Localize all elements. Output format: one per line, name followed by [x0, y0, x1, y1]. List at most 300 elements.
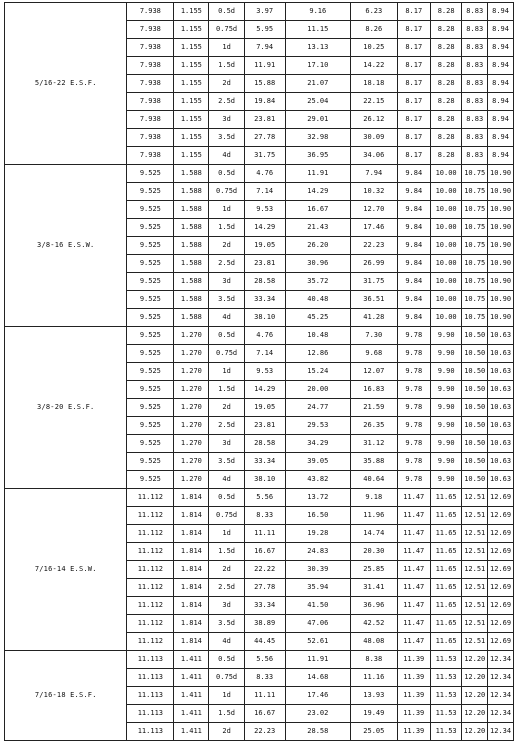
table-cell: 11.112 — [127, 543, 174, 561]
table-cell: 1.588 — [174, 291, 209, 309]
table-cell: 11.16 — [351, 669, 398, 687]
table-cell: 13.72 — [285, 489, 350, 507]
table-cell: 10.90 — [488, 219, 514, 237]
table-cell: 5.56 — [244, 489, 285, 507]
table-cell: 34.29 — [285, 435, 350, 453]
table-cell: 1.5d — [209, 219, 244, 237]
table-cell: 9.90 — [430, 435, 461, 453]
table-cell: 28.58 — [285, 723, 350, 741]
table-cell: 1.270 — [174, 435, 209, 453]
table-cell: 8.17 — [397, 129, 430, 147]
table-cell: 12.20 — [462, 723, 488, 741]
table-cell: 16.83 — [351, 381, 398, 399]
table-cell: 28.58 — [244, 273, 285, 291]
table-cell: 21.59 — [351, 399, 398, 417]
table-cell: 1.5d — [209, 705, 244, 723]
table-cell: 23.81 — [244, 111, 285, 129]
table-cell: 9.78 — [397, 399, 430, 417]
table-cell: 41.50 — [285, 597, 350, 615]
table-cell: 9.84 — [397, 273, 430, 291]
table-cell: 12.20 — [462, 687, 488, 705]
table-row — [5, 165, 514, 183]
table-cell: 9.90 — [430, 345, 461, 363]
table-cell: 1d — [209, 201, 244, 219]
table-cell: 21.43 — [285, 219, 350, 237]
table-cell: 7.30 — [351, 327, 398, 345]
table-cell: 0.5d — [209, 327, 244, 345]
table-cell: 8.28 — [430, 75, 461, 93]
table-cell: 1.814 — [174, 615, 209, 633]
table-cell: 16.50 — [285, 507, 350, 525]
table-cell: 10.75 — [462, 201, 488, 219]
table-cell: 8.83 — [462, 93, 488, 111]
table-cell: 2.5d — [209, 93, 244, 111]
table-cell: 9.18 — [351, 489, 398, 507]
table-cell: 16.67 — [285, 201, 350, 219]
table-cell: 14.29 — [285, 183, 350, 201]
table-cell: 27.78 — [244, 579, 285, 597]
table-cell: 9.84 — [397, 219, 430, 237]
table-cell: 39.05 — [285, 453, 350, 471]
table-cell: 10.90 — [488, 309, 514, 327]
table-cell: 12.69 — [488, 525, 514, 543]
table-cell: 12.69 — [488, 489, 514, 507]
table-cell: 11.65 — [430, 525, 461, 543]
table-cell: 20.00 — [285, 381, 350, 399]
table-cell: 3.5d — [209, 291, 244, 309]
thread-designation-cell: 5/16-22 E.S.F. — [5, 3, 127, 165]
table-cell: 10.63 — [488, 399, 514, 417]
table-cell: 8.83 — [462, 21, 488, 39]
table-cell: 9.84 — [397, 201, 430, 219]
table-cell: 1.588 — [174, 273, 209, 291]
table-cell: 4d — [209, 147, 244, 165]
table-cell: 10.50 — [462, 435, 488, 453]
table-cell: 44.45 — [244, 633, 285, 651]
table-cell: 12.51 — [462, 579, 488, 597]
table-cell: 7.94 — [351, 165, 398, 183]
table-cell: 21.07 — [285, 75, 350, 93]
table-cell: 9.78 — [397, 363, 430, 381]
table-cell: 8.17 — [397, 21, 430, 39]
table-cell: 10.00 — [430, 219, 461, 237]
table-cell: 10.48 — [285, 327, 350, 345]
table-cell: 10.00 — [430, 201, 461, 219]
thread-designation-cell: 7/16-14 E.S.W. — [5, 489, 127, 651]
table-cell: 16.67 — [244, 705, 285, 723]
table-cell: 1.155 — [174, 3, 209, 21]
table-row — [5, 327, 514, 345]
table-cell: 8.94 — [488, 39, 514, 57]
table-cell: 25.85 — [351, 561, 398, 579]
table-cell: 40.48 — [285, 291, 350, 309]
table-cell: 31.41 — [351, 579, 398, 597]
table-cell: 12.69 — [488, 633, 514, 651]
table-cell: 12.69 — [488, 561, 514, 579]
table-cell: 36.96 — [351, 597, 398, 615]
table-cell: 9.90 — [430, 417, 461, 435]
table-cell: 10.50 — [462, 417, 488, 435]
table-cell: 9.90 — [430, 399, 461, 417]
table-cell: 38.10 — [244, 471, 285, 489]
table-cell: 12.69 — [488, 507, 514, 525]
table-cell: 11.53 — [430, 669, 461, 687]
table-cell: 1.411 — [174, 669, 209, 687]
table-cell: 17.10 — [285, 57, 350, 75]
table-cell: 11.53 — [430, 687, 461, 705]
table-cell: 11.65 — [430, 489, 461, 507]
table-cell: 10.75 — [462, 309, 488, 327]
table-cell: 11.113 — [127, 687, 174, 705]
table-cell: 11.65 — [430, 633, 461, 651]
table-cell: 8.17 — [397, 3, 430, 21]
table-cell: 27.78 — [244, 129, 285, 147]
table-cell: 9.53 — [244, 201, 285, 219]
table-cell: 11.11 — [244, 687, 285, 705]
table-cell: 9.90 — [430, 381, 461, 399]
table-cell: 1.155 — [174, 111, 209, 129]
table-cell: 9.78 — [397, 435, 430, 453]
table-cell: 14.29 — [244, 381, 285, 399]
table-cell: 11.65 — [430, 615, 461, 633]
table-cell: 29.53 — [285, 417, 350, 435]
table-row — [5, 489, 514, 507]
table-cell: 1.5d — [209, 543, 244, 561]
table-cell: 12.51 — [462, 525, 488, 543]
table-cell: 10.63 — [488, 381, 514, 399]
table-cell: 10.00 — [430, 183, 461, 201]
thread-designation-cell: 3/8-20 E.S.F. — [5, 327, 127, 489]
table-cell: 24.77 — [285, 399, 350, 417]
table-cell: 9.525 — [127, 309, 174, 327]
table-cell: 11.47 — [397, 543, 430, 561]
table-cell: 1.270 — [174, 399, 209, 417]
table-cell: 9.84 — [397, 291, 430, 309]
table-cell: 38.89 — [244, 615, 285, 633]
table-cell: 9.53 — [244, 363, 285, 381]
table-cell: 8.94 — [488, 93, 514, 111]
table-cell: 4d — [209, 309, 244, 327]
table-cell: 8.94 — [488, 57, 514, 75]
table-cell: 12.51 — [462, 597, 488, 615]
table-cell: 11.65 — [430, 507, 461, 525]
table-cell: 33.34 — [244, 453, 285, 471]
table-cell: 33.34 — [244, 597, 285, 615]
table-cell: 8.28 — [430, 39, 461, 57]
table-cell: 4d — [209, 633, 244, 651]
table-cell: 10.90 — [488, 165, 514, 183]
table-cell: 3.5d — [209, 129, 244, 147]
table-cell: 10.75 — [462, 273, 488, 291]
table-cell: 1.155 — [174, 21, 209, 39]
table-cell: 9.525 — [127, 183, 174, 201]
table-cell: 52.61 — [285, 633, 350, 651]
table-cell: 2d — [209, 75, 244, 93]
table-cell: 7.938 — [127, 93, 174, 111]
table-cell: 35.72 — [285, 273, 350, 291]
table-cell: 11.112 — [127, 561, 174, 579]
table-cell: 9.525 — [127, 273, 174, 291]
table-cell: 9.525 — [127, 345, 174, 363]
table-cell: 2d — [209, 561, 244, 579]
table-cell: 8.28 — [430, 57, 461, 75]
table-cell: 12.69 — [488, 579, 514, 597]
table-cell: 1.155 — [174, 39, 209, 57]
table-cell: 8.94 — [488, 129, 514, 147]
table-cell: 8.94 — [488, 21, 514, 39]
table-cell: 33.34 — [244, 291, 285, 309]
table-cell: 10.75 — [462, 219, 488, 237]
table-cell: 12.34 — [488, 723, 514, 741]
table-cell: 9.525 — [127, 291, 174, 309]
table-cell: 10.00 — [430, 273, 461, 291]
table-cell: 1.814 — [174, 561, 209, 579]
table-cell: 9.525 — [127, 399, 174, 417]
table-cell: 11.15 — [285, 21, 350, 39]
table-cell: 8.83 — [462, 3, 488, 21]
table-cell: 11.113 — [127, 651, 174, 669]
table-cell: 8.38 — [351, 651, 398, 669]
table-cell: 8.28 — [430, 147, 461, 165]
table-cell: 7.14 — [244, 345, 285, 363]
table-cell: 11.47 — [397, 525, 430, 543]
thread-designation-cell: 3/8-16 E.S.W. — [5, 165, 127, 327]
table-cell: 2d — [209, 237, 244, 255]
table-cell: 2.5d — [209, 255, 244, 273]
table-cell: 24.83 — [285, 543, 350, 561]
table-cell: 1.270 — [174, 363, 209, 381]
table-cell: 1.411 — [174, 723, 209, 741]
table-cell: 1.588 — [174, 201, 209, 219]
table-cell: 1.588 — [174, 237, 209, 255]
table-cell: 8.33 — [244, 669, 285, 687]
table-cell: 1.588 — [174, 183, 209, 201]
table-cell: 8.28 — [430, 129, 461, 147]
table-cell: 43.82 — [285, 471, 350, 489]
table-cell: 9.90 — [430, 363, 461, 381]
table-cell: 1.5d — [209, 381, 244, 399]
table-cell: 10.90 — [488, 201, 514, 219]
table-cell: 35.88 — [351, 453, 398, 471]
table-cell: 10.50 — [462, 471, 488, 489]
table-cell: 11.11 — [244, 525, 285, 543]
table-cell: 0.5d — [209, 3, 244, 21]
table-cell: 10.63 — [488, 435, 514, 453]
table-cell: 9.525 — [127, 237, 174, 255]
table-cell: 10.75 — [462, 165, 488, 183]
table-cell: 10.75 — [462, 255, 488, 273]
table-cell: 45.25 — [285, 309, 350, 327]
table-cell: 12.20 — [462, 705, 488, 723]
table-cell: 11.96 — [351, 507, 398, 525]
table-cell: 26.99 — [351, 255, 398, 273]
table-cell: 25.04 — [285, 93, 350, 111]
table-cell: 14.22 — [351, 57, 398, 75]
table-cell: 2.5d — [209, 417, 244, 435]
table-cell: 11.65 — [430, 561, 461, 579]
table-cell: 0.75d — [209, 507, 244, 525]
table-cell: 9.525 — [127, 417, 174, 435]
table-cell: 34.06 — [351, 147, 398, 165]
table-cell: 11.112 — [127, 615, 174, 633]
table-cell: 10.00 — [430, 237, 461, 255]
table-cell: 8.83 — [462, 57, 488, 75]
table-cell: 10.50 — [462, 399, 488, 417]
table-cell: 22.23 — [351, 237, 398, 255]
table-cell: 17.46 — [351, 219, 398, 237]
table-cell: 8.83 — [462, 111, 488, 129]
table-cell: 1.5d — [209, 57, 244, 75]
table-cell: 14.74 — [351, 525, 398, 543]
table-cell: 42.52 — [351, 615, 398, 633]
table-cell: 7.938 — [127, 57, 174, 75]
table-cell: 0.75d — [209, 345, 244, 363]
table-cell: 29.01 — [285, 111, 350, 129]
table-cell: 32.98 — [285, 129, 350, 147]
table-cell: 11.47 — [397, 579, 430, 597]
table-cell: 10.90 — [488, 237, 514, 255]
table-cell: 7.938 — [127, 129, 174, 147]
table-cell: 0.5d — [209, 165, 244, 183]
table-cell: 11.53 — [430, 723, 461, 741]
table-cell: 3.97 — [244, 3, 285, 21]
table-cell: 3.5d — [209, 453, 244, 471]
table-cell: 22.23 — [244, 723, 285, 741]
table-cell: 26.12 — [351, 111, 398, 129]
table-cell: 1.270 — [174, 327, 209, 345]
table-cell: 9.525 — [127, 471, 174, 489]
table-cell: 12.34 — [488, 705, 514, 723]
table-cell: 9.84 — [397, 237, 430, 255]
table-cell: 1.411 — [174, 687, 209, 705]
table-cell: 1.588 — [174, 165, 209, 183]
table-cell: 10.50 — [462, 345, 488, 363]
table-cell: 10.00 — [430, 291, 461, 309]
table-cell: 23.81 — [244, 417, 285, 435]
table-cell: 31.12 — [351, 435, 398, 453]
table-cell: 12.69 — [488, 615, 514, 633]
table-cell: 4.76 — [244, 327, 285, 345]
table-cell: 38.10 — [244, 309, 285, 327]
table-cell: 11.91 — [285, 651, 350, 669]
table-cell: 10.00 — [430, 165, 461, 183]
table-cell: 11.39 — [397, 705, 430, 723]
table-cell: 1.814 — [174, 525, 209, 543]
thread-insert-spec-table — [4, 2, 514, 741]
table-cell: 31.75 — [244, 147, 285, 165]
table-cell: 1.270 — [174, 381, 209, 399]
table-cell: 9.78 — [397, 471, 430, 489]
table-cell: 11.112 — [127, 633, 174, 651]
table-cell: 8.28 — [430, 111, 461, 129]
table-cell: 9.78 — [397, 327, 430, 345]
table-cell: 9.525 — [127, 201, 174, 219]
table-cell: 15.88 — [244, 75, 285, 93]
table-cell: 19.49 — [351, 705, 398, 723]
table-cell: 10.90 — [488, 273, 514, 291]
table-cell: 10.90 — [488, 183, 514, 201]
table-cell: 9.84 — [397, 183, 430, 201]
table-cell: 48.08 — [351, 633, 398, 651]
table-cell: 10.63 — [488, 453, 514, 471]
table-cell: 10.75 — [462, 183, 488, 201]
table-cell: 1.155 — [174, 57, 209, 75]
table-cell: 11.47 — [397, 561, 430, 579]
table-body — [5, 3, 514, 741]
table-cell: 19.05 — [244, 399, 285, 417]
table-cell: 28.58 — [244, 435, 285, 453]
table-cell: 1d — [209, 687, 244, 705]
table-cell: 35.94 — [285, 579, 350, 597]
table-cell: 10.00 — [430, 255, 461, 273]
table-cell: 1d — [209, 363, 244, 381]
table-cell: 10.63 — [488, 345, 514, 363]
table-cell: 8.17 — [397, 147, 430, 165]
table-cell: 1.814 — [174, 579, 209, 597]
table-cell: 10.63 — [488, 363, 514, 381]
table-cell: 9.525 — [127, 219, 174, 237]
table-cell: 36.95 — [285, 147, 350, 165]
table-cell: 8.33 — [244, 507, 285, 525]
table-cell: 9.90 — [430, 453, 461, 471]
table-cell: 1.270 — [174, 453, 209, 471]
table-cell: 1.814 — [174, 543, 209, 561]
table-cell: 9.78 — [397, 345, 430, 363]
table-cell: 8.83 — [462, 129, 488, 147]
table-cell: 12.51 — [462, 561, 488, 579]
table-cell: 1d — [209, 525, 244, 543]
table-cell: 13.93 — [351, 687, 398, 705]
table-cell: 11.113 — [127, 705, 174, 723]
table-cell: 8.28 — [430, 3, 461, 21]
table-cell: 11.65 — [430, 543, 461, 561]
table-cell: 1.155 — [174, 75, 209, 93]
table-cell: 23.81 — [244, 255, 285, 273]
table-cell: 1.270 — [174, 345, 209, 363]
table-cell: 15.24 — [285, 363, 350, 381]
table-cell: 12.20 — [462, 651, 488, 669]
table-cell: 12.51 — [462, 615, 488, 633]
table-cell: 9.525 — [127, 165, 174, 183]
table-cell: 30.09 — [351, 129, 398, 147]
table-cell: 10.25 — [351, 39, 398, 57]
table-cell: 0.75d — [209, 183, 244, 201]
table-cell: 1.814 — [174, 489, 209, 507]
table-cell: 36.51 — [351, 291, 398, 309]
table-cell: 12.34 — [488, 651, 514, 669]
table-cell: 1.814 — [174, 507, 209, 525]
table-cell: 11.39 — [397, 669, 430, 687]
table-row — [5, 3, 514, 21]
table-cell: 7.94 — [244, 39, 285, 57]
table-cell: 16.67 — [244, 543, 285, 561]
table-cell: 23.02 — [285, 705, 350, 723]
table-cell: 11.112 — [127, 597, 174, 615]
table-cell: 9.525 — [127, 363, 174, 381]
table-cell: 7.938 — [127, 75, 174, 93]
table-cell: 12.69 — [488, 597, 514, 615]
table-cell: 9.525 — [127, 255, 174, 273]
table-cell: 11.112 — [127, 579, 174, 597]
table-cell: 6.23 — [351, 3, 398, 21]
table-cell: 11.113 — [127, 669, 174, 687]
table-cell: 11.47 — [397, 489, 430, 507]
table-cell: 12.51 — [462, 543, 488, 561]
table-cell: 22.22 — [244, 561, 285, 579]
table-cell: 10.50 — [462, 381, 488, 399]
table-cell: 14.68 — [285, 669, 350, 687]
table-cell: 9.84 — [397, 255, 430, 273]
